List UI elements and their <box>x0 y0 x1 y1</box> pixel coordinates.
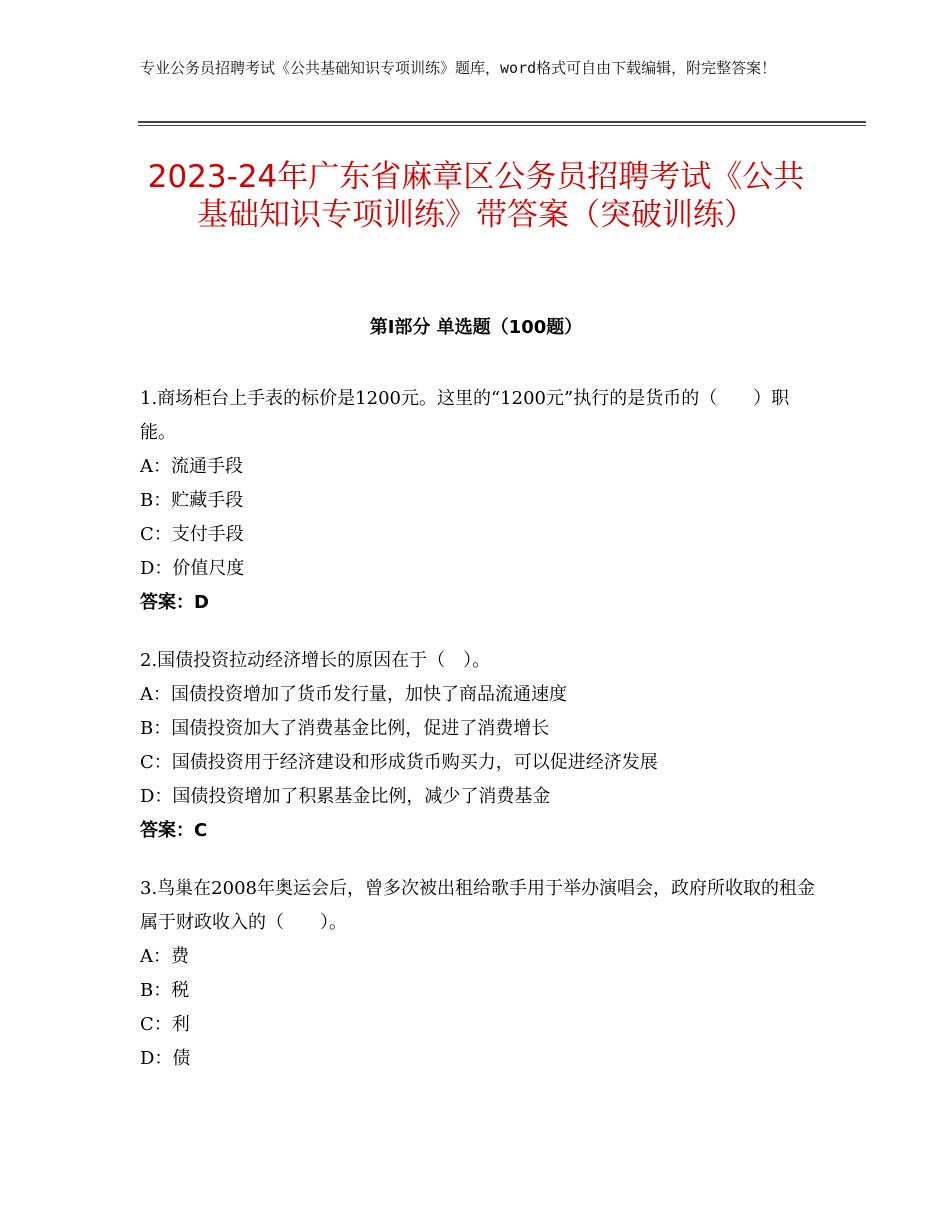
header-rule-thick <box>138 121 866 123</box>
question-1 <box>140 382 820 620</box>
answer: 答案：D <box>140 592 209 613</box>
option-b: B：贮藏手段 <box>140 490 244 511</box>
option-d: D：债 <box>140 1048 191 1069</box>
question-stem: 1.商场柜台上手表的标价是1200元。这里的“1200元”执行的是货币的（ ）职能。 <box>140 388 790 443</box>
question-2 <box>140 644 820 848</box>
option-b: B：税 <box>140 980 190 1001</box>
option-a: A：流通手段 <box>140 456 243 477</box>
option-a: A：费 <box>140 946 189 967</box>
header-rule-thin <box>138 125 866 126</box>
question-3 <box>140 872 820 1076</box>
document-title: 2023-24年广东省麻章区公务员招聘考试《公共基础知识专项训练》带答案（突破训练） <box>147 159 805 233</box>
header-note: 专业公务员招聘考试《公共基础知识专项训练》题库，word格式可自由下载编辑，附完整答案！ <box>140 59 777 77</box>
question-list <box>140 382 820 1100</box>
question-stem: 3.鸟巢在2008年奥运会后，曾多次被出租给歌手用于举办演唱会，政府所收取的租金属于财政收入的（ ）。 <box>140 878 815 933</box>
answer: 答案：C <box>140 820 208 841</box>
section-title: 第Ⅰ部分 单选题（100题） <box>369 317 583 338</box>
option-a: A：国债投资增加了货币发行量，加快了商品流通速度 <box>140 684 567 705</box>
option-c: C：利 <box>140 1014 190 1035</box>
option-c: C：支付手段 <box>140 524 244 545</box>
option-d: D：价值尺度 <box>140 558 245 579</box>
option-d: D：国债投资增加了积累基金比例，减少了消费基金 <box>140 786 551 807</box>
question-stem: 2.国债投资拉动经济增长的原因在于（ ）。 <box>140 650 491 671</box>
option-b: B：国债投资加大了消费基金比例，促进了消费增长 <box>140 718 550 739</box>
option-c: C：国债投资用于经济建设和形成货币购买力，可以促进经济发展 <box>140 752 658 773</box>
